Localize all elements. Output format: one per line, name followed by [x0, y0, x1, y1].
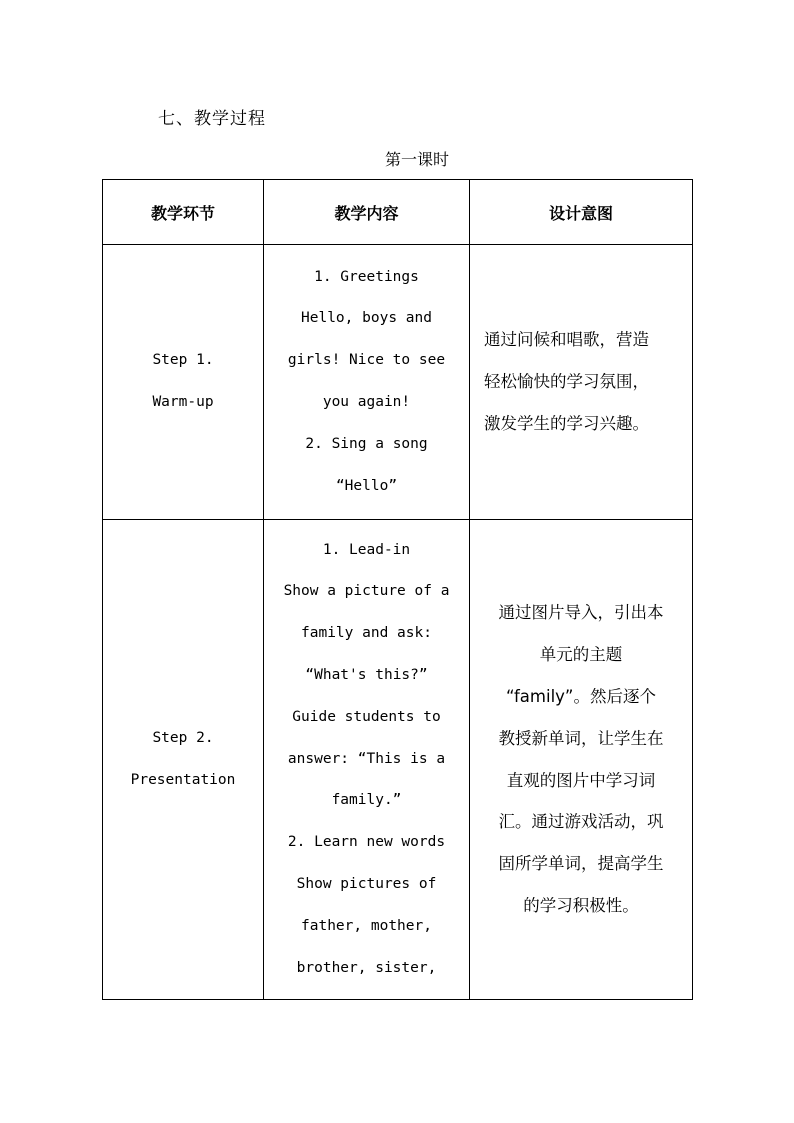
- content-line: “Hello”: [335, 477, 398, 494]
- content-line: 1. Greetings: [314, 268, 419, 285]
- step-line: Warm-up: [152, 394, 214, 410]
- content-line: 2. Learn new words: [287, 834, 446, 851]
- step-cell: [103, 520, 264, 1000]
- content-line: brother, sister,: [296, 959, 437, 976]
- content-line: you again!: [322, 394, 411, 410]
- design-line: 教授新单词，让学生在: [498, 728, 664, 748]
- design-line: 直观的图片中学习词: [506, 770, 656, 790]
- header-design-intent: 设计意图: [470, 180, 693, 245]
- table-row: [103, 520, 693, 1000]
- content-line: Hello, boys and: [301, 310, 432, 327]
- content-line: 1. Lead-in: [322, 541, 411, 558]
- content-line: answer: “This is a: [287, 750, 446, 767]
- content-cell: [264, 520, 470, 1000]
- step-line: Step 1.: [152, 352, 214, 369]
- design-line: 固所学单词，提高学生: [498, 854, 664, 874]
- design-line: 通过图片导入，引出本: [498, 603, 664, 623]
- content-line: Show pictures of: [296, 875, 437, 892]
- content-line: 2. Sing a song: [305, 435, 428, 452]
- content-line: “What's this?”: [305, 667, 428, 683]
- step-line: Step 2.: [152, 729, 214, 746]
- design-line: 的学习积极性。: [523, 895, 639, 915]
- step-cell: [103, 245, 264, 520]
- table-row: [103, 245, 693, 520]
- header-teaching-content: 教学内容: [264, 180, 470, 245]
- design-cell: [470, 245, 693, 520]
- table-header-row: [103, 180, 693, 245]
- table-caption: 第一课时: [384, 150, 449, 169]
- content-line: Guide students to: [292, 708, 441, 725]
- content-cell: [264, 245, 470, 520]
- design-cell: [470, 520, 693, 1000]
- design-line: “family”。然后逐个: [506, 686, 656, 706]
- content-line: family.”: [331, 792, 402, 809]
- content-line: family and ask:: [301, 625, 432, 642]
- step-line: Presentation: [130, 771, 236, 788]
- header-teaching-stage: 教学环节: [103, 180, 264, 245]
- content-line: Show a picture of a: [283, 583, 450, 600]
- design-line: 通过问候和唱歌，营造: [484, 330, 649, 350]
- teaching-process-table: [102, 179, 693, 1000]
- design-line: 汇。通过游戏活动，巩: [498, 812, 664, 832]
- content-line: father, mother,: [301, 917, 432, 934]
- design-line: 激发学生的学习兴趣。: [484, 413, 649, 433]
- design-line: 轻松愉快的学习氛围，: [484, 372, 649, 392]
- section-heading: 七、教学过程: [158, 109, 266, 129]
- design-line: 单元的主题: [539, 645, 623, 665]
- content-line: girls! Nice to see: [287, 352, 446, 369]
